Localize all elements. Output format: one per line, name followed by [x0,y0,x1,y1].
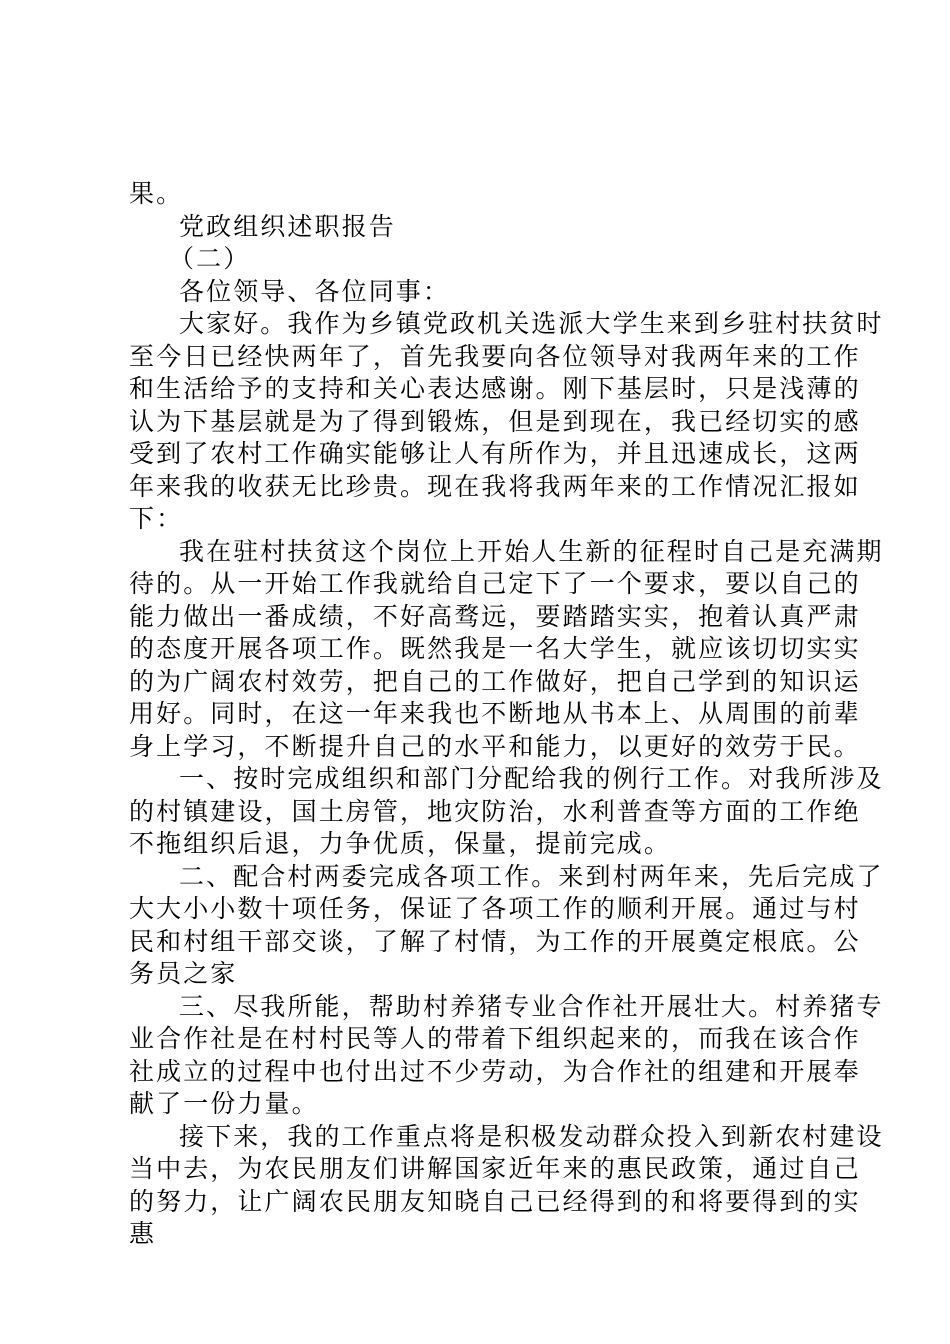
document-body [129,178,884,1251]
text-line: 认为下基层就是为了得到锻炼，但是到现在，我已经切实的感 [129,406,861,436]
text-line: 大大小小数十项任务，保证了各项工作的顺利开展。通过与村 [129,894,861,923]
text-line: 待的。从一开始工作我就给自己定下了一个要求，要以自己的 [129,569,861,598]
text-line: 务员之家 [129,959,238,988]
text-line: 身上学习，不断提升自己的水平和能力，以更好的效劳于民。 [129,731,861,761]
text-line: 社成立的过程中也付出过不少劳动，为合作社的组建和开展奉 [129,1056,861,1086]
text-line: 下： [129,504,184,533]
text-line: 的态度开展各项工作。既然我是一名大学生，就应该切切实实 [129,634,861,663]
text-line: 惠 [129,1219,157,1248]
report-title: 党政组织述职报告 [179,211,396,241]
text-line: 献了一份力量。 [129,1089,319,1118]
text-line: 年来我的收获无比珍贵。现在我将我两年来的工作情况汇报如 [129,471,861,501]
text-line: 能力做出一番成绩，不好高骛远，要踏踏实实，抱着认真严肃 [129,601,861,631]
text-line: 一、按时完成组织和部门分配给我的例行工作。对我所涉及 [179,764,884,793]
text-line: 业合作社是在村村民等人的带着下组织起来的，而我在该合作 [129,1024,861,1053]
text-line: 我在驻村扶贫这个岗位上开始人生新的征程时自己是充满期 [179,536,884,566]
text-line: 接下来，我的工作重点将是积极发动群众投入到新农村建设 [179,1121,884,1151]
text-line: 的努力，让广阔农民朋友知晓自己已经得到的和将要得到的实 [129,1186,861,1216]
salutation: 各位领导、各位同事： [179,276,451,306]
text-line: 三、尽我所能，帮助村养猪专业合作社开展壮大。村养猪专 [179,991,884,1021]
text-line: 和生活给予的支持和关心表达感谢。刚下基层时，只是浅薄的 [129,374,861,403]
text-line: 果。 [129,179,184,208]
text-line: 不拖组织后退，力争优质，保量，提前完成。 [129,829,672,858]
text-line: 二、配合村两委完成各项工作。来到村两年来，先后完成了 [179,861,884,891]
text-line: 用好。同时，在这一年来我也不断地从书本上、从周围的前辈 [129,699,861,728]
text-line: 的村镇建设，国土房管，地灾防治，水利普查等方面的工作绝 [129,796,861,826]
text-line: 受到了农村工作确实能够让人有所作为，并且迅速成长，这两 [129,439,861,468]
text-line: 大家好。我作为乡镇党政机关选派大学生来到乡驻村扶贫时 [179,309,884,338]
text-line: 的为广阔农村效劳，把自己的工作做好，把自己学到的知识运 [129,666,861,696]
text-line: 至今日已经快两年了，首先我要向各位领导对我两年来的工作 [129,341,861,371]
section-number: （二） [169,244,251,273]
text-line: 当中去，为农民朋友们讲解国家近年来的惠民政策，通过自己 [129,1154,861,1183]
text-line: 民和村组干部交谈，了解了村情，为工作的开展奠定根底。公 [129,926,861,956]
